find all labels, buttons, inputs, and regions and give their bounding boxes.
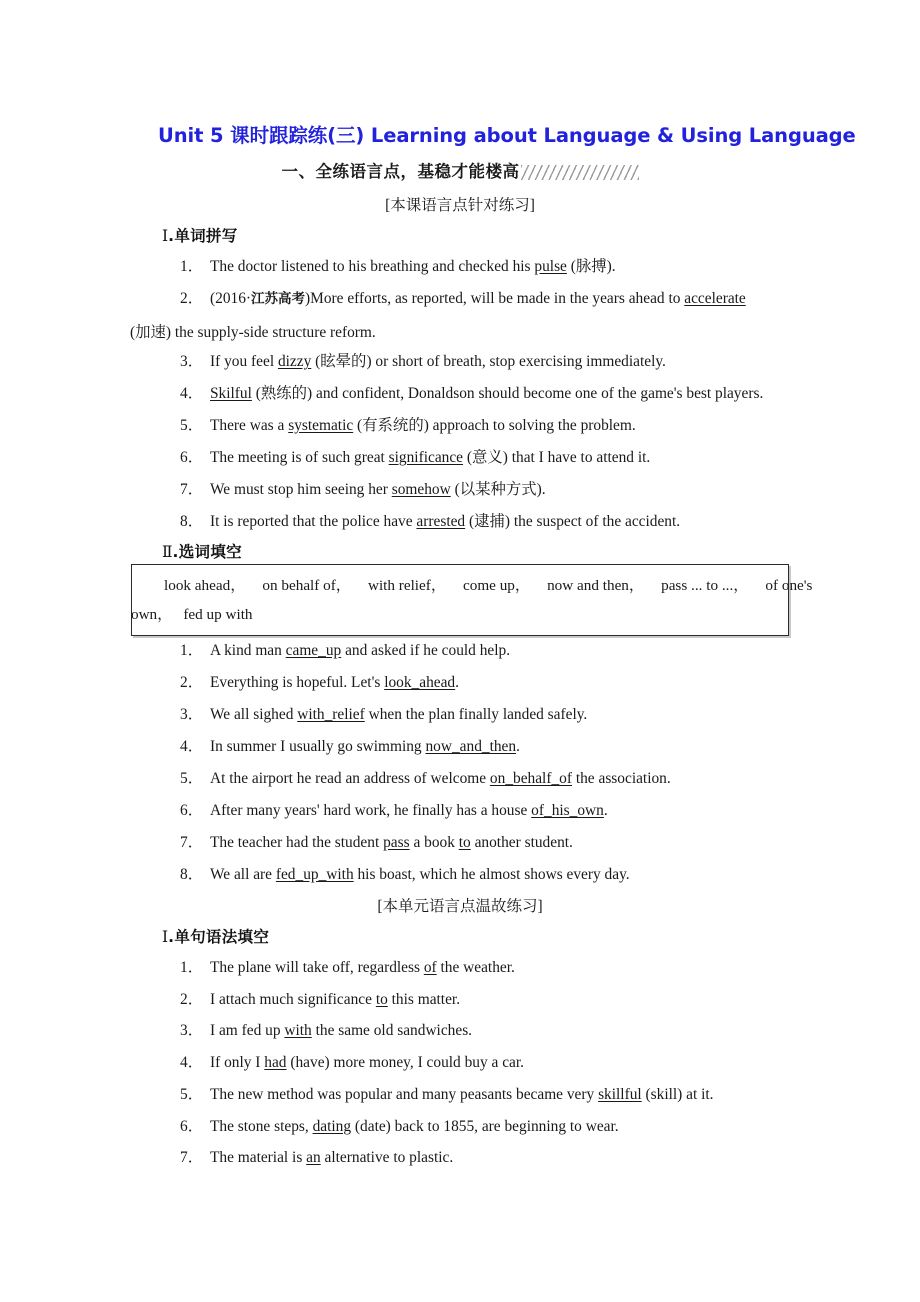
item-text-pre: We must stop him seeing her: [210, 481, 392, 498]
item-answer: look_ahead: [384, 674, 456, 691]
item-text-post: another student.: [470, 834, 573, 851]
word-bank-term: look ahead，: [164, 577, 246, 594]
exercise-item: [180, 512, 680, 531]
part-label: .单句语法填空: [168, 928, 270, 946]
item-number: 7．: [180, 834, 204, 851]
exercise-item: [180, 958, 515, 977]
item-answer: somehow: [391, 481, 451, 498]
item-text-pre: After many years' hard work, he finally has a house: [210, 802, 532, 819]
item-source-open: (2016·: [210, 290, 252, 307]
item-answer: an: [306, 1149, 321, 1166]
exercise-item: [180, 769, 671, 788]
item-text-post: .: [455, 674, 459, 691]
item-text-post: (have) more money, I could buy a car.: [286, 1054, 524, 1071]
item-text-post: (逮捕) the suspect of the accident.: [465, 513, 681, 530]
item-text-post: when the plan finally landed safely.: [364, 706, 588, 723]
exercise-item: [180, 705, 587, 724]
item-number: 5．: [180, 770, 204, 787]
word-bank-term: fed up with: [183, 606, 253, 623]
part-label: .单词拼写: [168, 227, 238, 245]
part-heading-grammar-fill: [162, 925, 269, 947]
item-text-pre: The doctor listened to his breathing and checked his: [210, 258, 535, 275]
item-answer: to: [375, 991, 388, 1008]
item-text-post: the association.: [571, 770, 671, 787]
item-text-post: (skill) at it.: [641, 1086, 714, 1103]
item-answer: with: [284, 1022, 312, 1039]
item-answer: had: [264, 1054, 287, 1071]
item-text-post: and asked if he could help.: [341, 642, 511, 659]
item-answer: on_behalf_of: [489, 770, 572, 787]
item-text-pre: We all sighed: [210, 706, 298, 723]
item-number: 7．: [180, 481, 204, 498]
item-text-post: (脉搏).: [566, 258, 616, 275]
word-bank-term: come up，: [463, 577, 531, 594]
item-answer: accelerate: [684, 290, 746, 307]
item-number: 3．: [180, 1022, 204, 1039]
item-answer: came_up: [285, 642, 342, 659]
item-text-pre: I am fed up: [210, 1022, 285, 1039]
item-number: 1．: [180, 642, 204, 659]
item-number: 3．: [180, 706, 204, 723]
item-text-mid: a book: [409, 834, 459, 851]
item-number: 2．: [180, 290, 204, 307]
item-text-pre: )More efforts, as reported, will be made in the years ahead to: [305, 290, 685, 307]
word-bank-term: of one's: [765, 577, 813, 594]
item-number: 8．: [180, 866, 204, 883]
item-text-pre: If only I: [210, 1054, 265, 1071]
item-text-post: .: [516, 738, 520, 755]
item-answer: skillful: [598, 1086, 642, 1103]
item-text-pre: The new method was popular and many peasants became very: [210, 1086, 599, 1103]
item-text-post: alternative to plastic.: [320, 1149, 454, 1166]
exercise-item: [180, 833, 573, 852]
item-text-post: (熟练的) and confident, Donaldson should become one of the game's best players.: [251, 385, 764, 402]
item-text-post: this matter.: [387, 991, 461, 1008]
part-heading-word-spelling: [162, 224, 238, 246]
item-answer: dating: [312, 1118, 352, 1135]
item-text-pre: The meeting is of such great: [210, 449, 389, 466]
item-number: 6．: [180, 449, 204, 466]
item-source-exam: 江苏高考: [251, 291, 306, 307]
item-answer: of: [423, 959, 437, 976]
word-bank-line-1: [164, 574, 812, 595]
item-text-post: .: [603, 802, 608, 819]
exercise-item: [180, 641, 510, 660]
item-text-post: (date) back to 1855, are beginning to wear.: [351, 1118, 619, 1135]
item-answer: Skilful: [210, 385, 252, 402]
part-label: .选词填空: [172, 543, 242, 561]
exercise-item: [180, 1053, 524, 1072]
item-answer: pulse: [534, 258, 567, 275]
exercise-item: [180, 865, 630, 884]
exercise-item: [180, 352, 666, 371]
exercise-item: [180, 1021, 472, 1040]
exercise-item: [180, 1148, 453, 1167]
item-text-pre: There was a: [210, 417, 289, 434]
item-answer: fed_up_with: [275, 866, 354, 883]
item-number: 5．: [180, 1086, 204, 1103]
word-bank-box: [131, 564, 813, 636]
item-text-pre: A kind man: [210, 642, 286, 659]
word-bank-term: own，: [131, 606, 173, 623]
item-text-pre: At the airport he read an address of welcome: [210, 770, 490, 787]
word-bank-term: on behalf of，: [262, 577, 351, 594]
exercise-item: [180, 801, 608, 820]
item-number: 7．: [180, 1149, 204, 1166]
part-heading-word-bank-fill: [162, 540, 242, 562]
item-number: 1．: [180, 959, 204, 976]
hatch-decoration-icon: [521, 165, 639, 180]
item-answer: now_and_then: [425, 738, 517, 755]
item-text-pre: The teacher had the student: [210, 834, 384, 851]
exercise-item: [180, 448, 650, 467]
item-answer-2: to: [458, 834, 471, 851]
word-bank-line-2: [131, 603, 253, 624]
item-answer: significance: [388, 449, 464, 466]
exercise-item: [180, 384, 763, 403]
part-numeral: Ⅰ: [162, 228, 169, 245]
item-number: 4．: [180, 385, 204, 402]
item-text-pre: I attach much significance: [210, 991, 376, 1008]
item-number: 4．: [180, 1054, 204, 1071]
sub-heading-unit-review: [本单元语言点温故练习]: [377, 898, 543, 915]
sub-heading-lesson-practice: [本课语言点针对练习]: [385, 197, 535, 214]
item-number: 2．: [180, 674, 204, 691]
exercise-item: [180, 1117, 619, 1136]
section-banner: [0, 158, 920, 182]
exercise-item: [180, 990, 460, 1009]
exercise-item: [180, 416, 636, 435]
word-bank-term: pass ... to ...，: [661, 577, 749, 594]
exercise-item: [180, 289, 746, 309]
item-number: 5．: [180, 417, 204, 434]
item-number: 2．: [180, 991, 204, 1008]
item-answer: with_relief: [297, 706, 365, 723]
item-text-post: the same old sandwiches.: [311, 1022, 473, 1039]
exercise-item: [180, 737, 520, 756]
item-text-pre: If you feel: [210, 353, 278, 370]
item-text-post: (意义) that I have to attend it.: [463, 449, 651, 466]
item-answer: systematic: [288, 417, 354, 434]
item-answer: of_his_own: [531, 802, 604, 819]
item-number: 1．: [180, 258, 204, 275]
part-numeral: Ⅰ: [162, 929, 169, 946]
word-bank-term: now and then，: [547, 577, 645, 594]
item-number: 6．: [180, 802, 204, 819]
word-bank-term: with relief，: [367, 577, 447, 594]
item-text-post: (眩晕的) or short of breath, stop exercising immediately.: [311, 353, 666, 370]
item-text-pre: The plane will take off, regardless: [210, 959, 424, 976]
exercise-item: [180, 257, 616, 276]
item-text-pre: In summer I usually go swimming: [210, 738, 426, 755]
exercise-item: [180, 1085, 714, 1104]
item-text-post: (有系统的) approach to solving the problem.: [353, 417, 636, 434]
item-text-post: the weather.: [436, 959, 515, 976]
item-text-post: his boast, which he almost shows every day.: [353, 866, 630, 883]
exercise-item: [180, 673, 459, 692]
item-text-pre: Everything is hopeful. Let's: [210, 674, 385, 691]
item-answer: dizzy: [277, 353, 312, 370]
item-text-pre: It is reported that the police have: [210, 513, 417, 530]
exercise-item-continuation: (加速) the supply-side structure reform.: [130, 324, 376, 341]
item-number: 6．: [180, 1118, 204, 1135]
item-text-pre: We all are: [210, 866, 276, 883]
section-banner-label: 一、全练语言点，基稳才能楼高: [281, 162, 520, 181]
item-answer: pass: [383, 834, 410, 851]
item-number: 4．: [180, 738, 204, 755]
exercise-item: [180, 480, 546, 499]
item-number: 8．: [180, 513, 204, 530]
page-title: Unit 5 课时跟踪练(三) Learning about Language & Using Language: [158, 124, 856, 147]
item-text-pre: The material is: [210, 1149, 307, 1166]
item-text-post: (以某种方式).: [450, 481, 546, 498]
part-numeral: Ⅱ: [162, 544, 173, 561]
item-answer: arrested: [416, 513, 466, 530]
item-text-pre: The stone steps,: [210, 1118, 313, 1135]
item-number: 3．: [180, 353, 204, 370]
